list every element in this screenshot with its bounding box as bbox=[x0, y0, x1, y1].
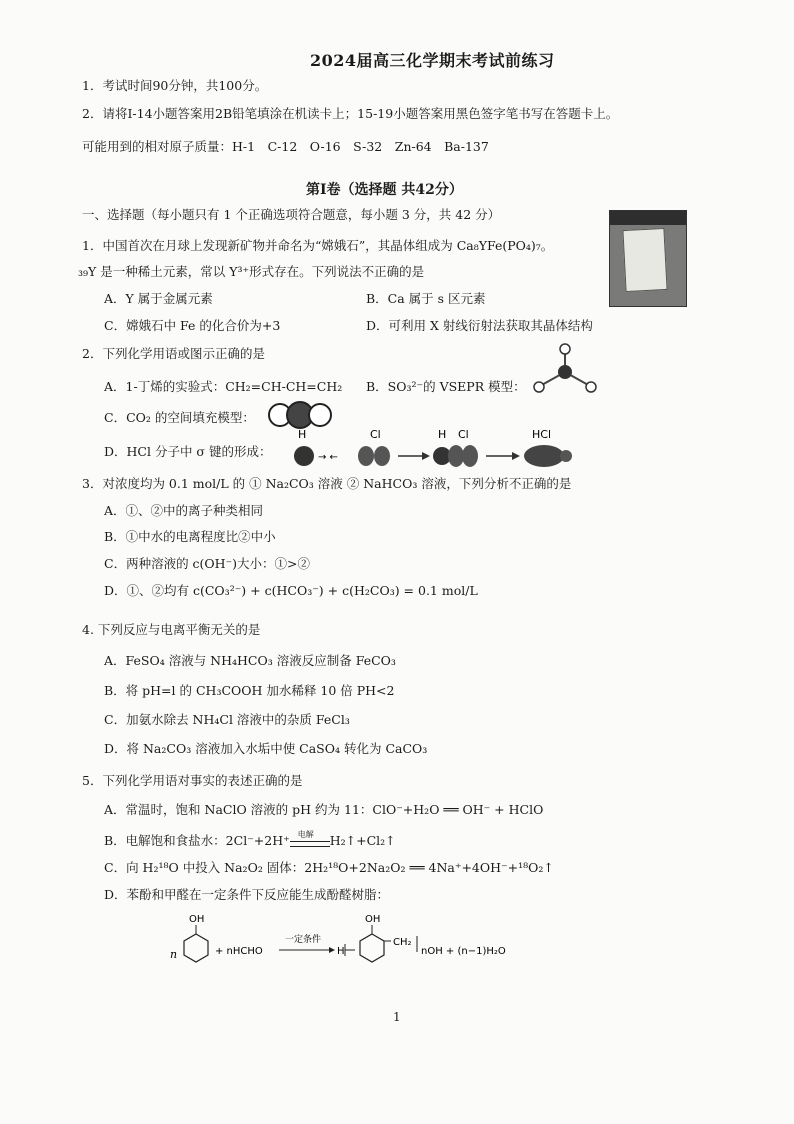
q5-option-a: A．常温时，饱和 NaClO 溶液的 pH 约为 11：ClO⁻+H₂O ══ OH⁻ + HClO bbox=[104, 802, 544, 817]
q5-b-left: B．电解饱和食盐水：2Cl⁻+2H⁺ bbox=[104, 833, 290, 848]
q2-option-c: C．CO₂ 的空间填充模型： bbox=[104, 410, 255, 425]
q4-option-a: A．FeSO₄ 溶液与 NH₄HCO₃ 溶液反应制备 FeCO₃ bbox=[104, 653, 396, 668]
q1-option-b: B．Ca 属于 s 区元素 bbox=[366, 291, 486, 306]
electrolysis-label: 电解 bbox=[297, 829, 314, 839]
page-title: 2024届高三化学期末考试前练习 bbox=[310, 51, 555, 70]
eq-plus-hcho: + nHCHO bbox=[215, 946, 263, 957]
note-2: 2．请将I-14小题答案用2B铅笔填涂在机读卡上；15-19小题答案用黑色签字笔书写在答题卡上。 bbox=[82, 106, 619, 121]
note-1: 1．考试时间90分钟，共100分。 bbox=[82, 78, 268, 93]
label-h-2: H bbox=[438, 428, 447, 441]
q3-option-b: B．①中水的电离程度比②中小 bbox=[104, 529, 276, 544]
label-cl-1: Cl bbox=[370, 428, 381, 441]
q2-option-b: B．SO₃²⁻的 VSEPR 模型： bbox=[366, 379, 526, 394]
eq-condition: 一定条件 bbox=[285, 935, 322, 945]
vsepr-model-diagram bbox=[530, 342, 600, 394]
q3-option-d: D．①、②均有 c(CO₃²⁻) + c(HCO₃⁻) + c(H₂CO₃) = 0.1 mol/L bbox=[104, 583, 478, 598]
q4-stem: 4. 下列反应与电离平衡无关的是 bbox=[82, 622, 261, 637]
q1-option-a: A．Y 属于金属元素 bbox=[104, 291, 213, 306]
svg-text:→ ←: → ← bbox=[318, 452, 338, 463]
q5-option-c: C．向 H₂¹⁸O 中投入 Na₂O₂ 固体：2H₂¹⁸O+2Na₂O₂ ══ 4Na⁺+4OH⁻+¹⁸O₂↑ bbox=[104, 860, 554, 875]
q3-stem: 3．对浓度均为 0.1 mol/L 的 ① Na₂CO₃ 溶液 ② NaHCO₃ 溶液，下列分析不正确的是 bbox=[82, 476, 572, 491]
q4-option-d: D．将 Na₂CO₃ 溶液加入水垢中使 CaSO₄ 转化为 CaCO₃ bbox=[104, 741, 428, 756]
part-heading: 一、选择题（每小题只有 1 个正确选项符合题意，每小题 3 分，共 42 分） bbox=[82, 207, 501, 222]
co2-space-filling-model bbox=[268, 401, 332, 429]
hcl-sigma-bond-diagram bbox=[290, 428, 580, 472]
q5-stem: 5．下列化学用语对事实的表述正确的是 bbox=[82, 773, 303, 788]
eq-oh-2: OH bbox=[365, 914, 381, 925]
label-h-1: H bbox=[298, 428, 307, 441]
q1-stem-line1: 1．中国首次在月球上发现新矿物并命名为“嫦娥石”，其晶体组成为 Ca₈YFe(PO₄)₇。 bbox=[82, 238, 554, 253]
electrolysis-arrow bbox=[290, 829, 330, 849]
label-cl-2: Cl bbox=[458, 428, 469, 441]
phenol-formaldehyde-equation bbox=[165, 910, 535, 970]
q2-option-d: D．HCl 分子中 σ 键的形成： bbox=[104, 444, 272, 459]
q5-b-right: H₂↑+Cl₂↑ bbox=[329, 833, 396, 848]
eq-h-end: H bbox=[337, 946, 345, 957]
eq-tail: nOH + (n−1)H₂O bbox=[421, 946, 506, 957]
q5-option-b bbox=[104, 829, 396, 849]
eq-oh-1: OH bbox=[189, 914, 205, 925]
label-hcl: HCl bbox=[532, 428, 552, 441]
change-stone-photo bbox=[609, 210, 687, 307]
q2-option-a: A．1-丁烯的实验式：CH₂=CH-CH=CH₂ bbox=[104, 379, 343, 394]
q3-option-c: C．两种溶液的 c(OH⁻)大小：①>② bbox=[104, 556, 311, 571]
q1-option-d: D．可利用 X 射线衍射法获取其晶体结构 bbox=[366, 318, 593, 333]
atomic-masses: 可能用到的相对原子质量：H-1 C-12 O-16 S-32 Zn-64 Ba-137 bbox=[82, 139, 489, 154]
q3-option-a: A．①、②中的离子种类相同 bbox=[104, 503, 264, 518]
page-number: 1 bbox=[393, 1010, 401, 1024]
eq-n: n bbox=[170, 948, 178, 961]
q5-option-d: D．苯酚和甲醛在一定条件下反应能生成酚醛树脂： bbox=[104, 887, 390, 902]
section-title: 第Ⅰ卷（选择题 共42分） bbox=[306, 182, 463, 198]
q4-option-b: B．将 pH=l 的 CH₃COOH 加水稀释 10 倍 PH<2 bbox=[104, 683, 395, 698]
q1-stem-line2: ₃₉Y 是一种稀土元素，常以 Y³⁺形式存在。下列说法不正确的是 bbox=[78, 264, 425, 279]
q1-option-c: C．嫦娥石中 Fe 的化合价为+3 bbox=[104, 318, 281, 333]
q4-option-c: C．加氨水除去 NH₄Cl 溶液中的杂质 FeCl₃ bbox=[104, 712, 350, 727]
eq-ch2: CH₂ bbox=[393, 937, 412, 948]
q2-stem: 2．下列化学用语或图示正确的是 bbox=[82, 346, 265, 361]
